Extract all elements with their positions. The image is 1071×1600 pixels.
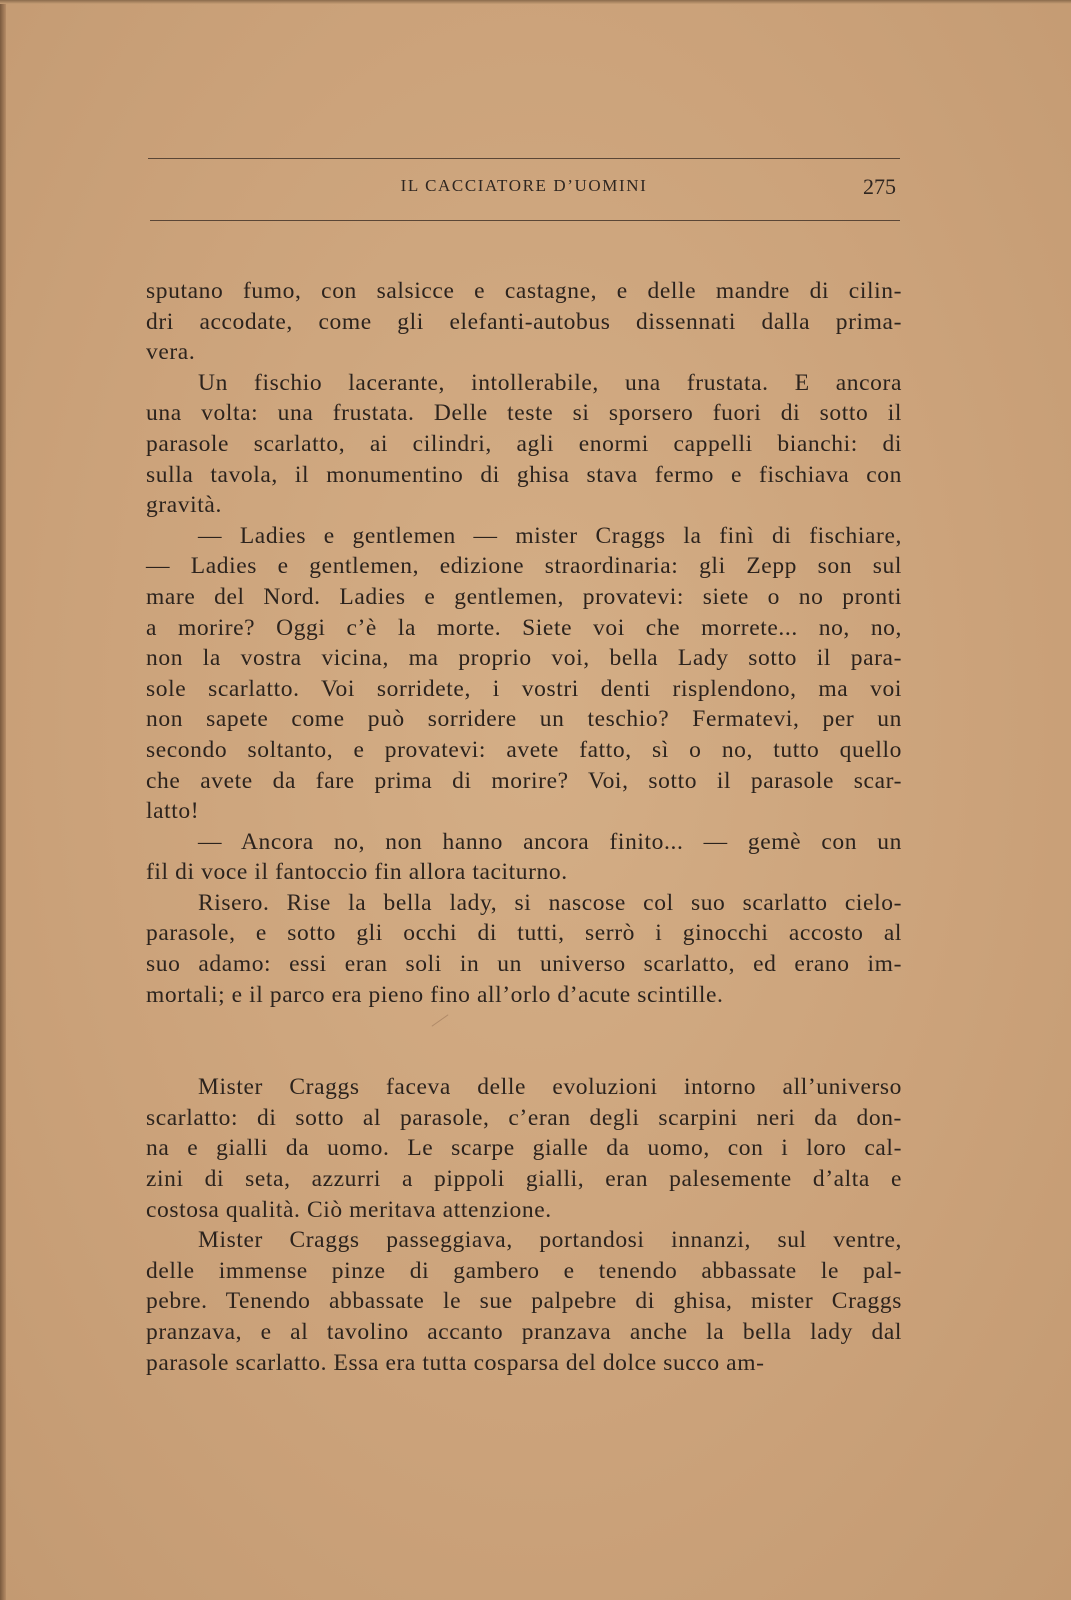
text-line: sulla tavola, il monumentino di ghisa stava fermo e fischiava con xyxy=(146,461,902,488)
page-gutter-shadow xyxy=(0,0,6,1600)
text-line: costosa qualità. Ciò meritava attenzione. xyxy=(146,1196,552,1223)
text-line: a morire? Oggi c’è la morte. Siete voi che morrete... no, no, xyxy=(146,614,902,641)
text-line: sole scarlatto. Voi sorridete, i vostri denti risplendono, ma voi xyxy=(146,675,902,702)
text-line: gravità. xyxy=(146,492,222,519)
page-top-edge xyxy=(0,0,1071,4)
paragraph xyxy=(146,827,902,888)
text-line: latto! xyxy=(146,798,200,825)
page-number: 275 xyxy=(863,174,896,199)
text-line: mortali; e il parco era pieno fino all’orlo d’acute scintille. xyxy=(146,981,724,1008)
text-line: suo adamo: essi eran soli in un universo scarlatto, ed erano im- xyxy=(146,951,902,978)
text-line: che avete da fare prima di morire? Voi, sotto il parasole scar- xyxy=(146,767,902,794)
text-line: pranzava, e al tavolino accanto pranzava anche la bella lady dal xyxy=(146,1319,902,1345)
paragraph xyxy=(146,521,902,827)
text-line: Mister Craggs passeggiava, portandosi innanzi, sul ventre, xyxy=(198,1227,902,1254)
header-rule-bottom xyxy=(150,220,900,221)
paragraph xyxy=(146,368,902,521)
text-line: zini di seta, azzurri a pippoli gialli, eran palesemente d’alta e xyxy=(146,1166,902,1193)
running-title: IL CACCIATORE D’UOMINI xyxy=(400,176,648,195)
paragraph xyxy=(146,1072,902,1225)
text-line: — Ladies e gentlemen — mister Craggs la finì di fischiare, xyxy=(198,522,902,549)
text-line: non sapete come può sorridere un teschio? Fermatevi, per un xyxy=(146,706,902,733)
text-line: fil di voce il fantoccio fin allora taciturno. xyxy=(146,859,568,886)
text-line: parasole scarlatto, ai cilindri, agli enormi cappelli bianchi: di xyxy=(146,430,902,457)
text-line: secondo soltanto, e provatevi: avete fatto, sì o no, tutto quello xyxy=(146,736,902,763)
header-rule-top xyxy=(148,158,900,159)
text-line: na e gialli da uomo. Le scarpe gialle da uomo, con i loro cal- xyxy=(146,1135,902,1162)
text-section-2 xyxy=(146,1072,902,1378)
text-line: — Ancora no, non hanno ancora finito... — gemè con un xyxy=(198,828,902,855)
text-line: Risero. Rise la bella lady, si nascose col suo scarlatto cielo- xyxy=(198,889,902,916)
paragraph xyxy=(146,888,902,1010)
paragraph xyxy=(146,276,902,368)
text-line: scarlatto: di sotto al parasole, c’eran degli scarpini neri da don- xyxy=(146,1104,902,1131)
text-line: delle immense pinze di gambero e tenendo abbassate le pal- xyxy=(146,1257,902,1284)
text-line: Un fischio lacerante, intollerabile, una frustata. E ancora xyxy=(198,369,902,396)
section-break xyxy=(146,1010,902,1072)
text-line: Mister Craggs faceva delle evoluzioni intorno all’universo xyxy=(198,1074,902,1101)
text-line: parasole scarlatto. Essa era tutta cosparsa del dolce succo am- xyxy=(146,1349,765,1376)
text-line: pebre. Tenendo abbassate le sue palpebre di ghisa, mister Craggs xyxy=(146,1288,902,1315)
body-text xyxy=(146,276,902,1378)
text-line: dri accodate, come gli elefanti-autobus dissennati dalla prima- xyxy=(146,308,902,335)
paragraph xyxy=(146,1225,902,1378)
text-line: mare del Nord. Ladies e gentlemen, provatevi: siete o no pronti xyxy=(146,583,902,610)
text-line: — Ladies e gentlemen, edizione straordinaria: gli Zepp son sul xyxy=(146,553,902,580)
running-header xyxy=(148,176,900,204)
text-line: non la vostra vicina, ma proprio voi, bella Lady sotto il para- xyxy=(146,645,902,672)
text-line: vera. xyxy=(146,339,196,366)
text-line: sputano fumo, con salsicce e castagne, e delle mandre di cilin- xyxy=(146,278,902,304)
text-line: parasole, e sotto gli occhi di tutti, serrò i ginocchi accosto al xyxy=(146,920,902,947)
text-section-1 xyxy=(146,276,902,1010)
text-line: una volta: una frustata. Delle teste si sporsero fuori di sotto il xyxy=(146,400,902,427)
